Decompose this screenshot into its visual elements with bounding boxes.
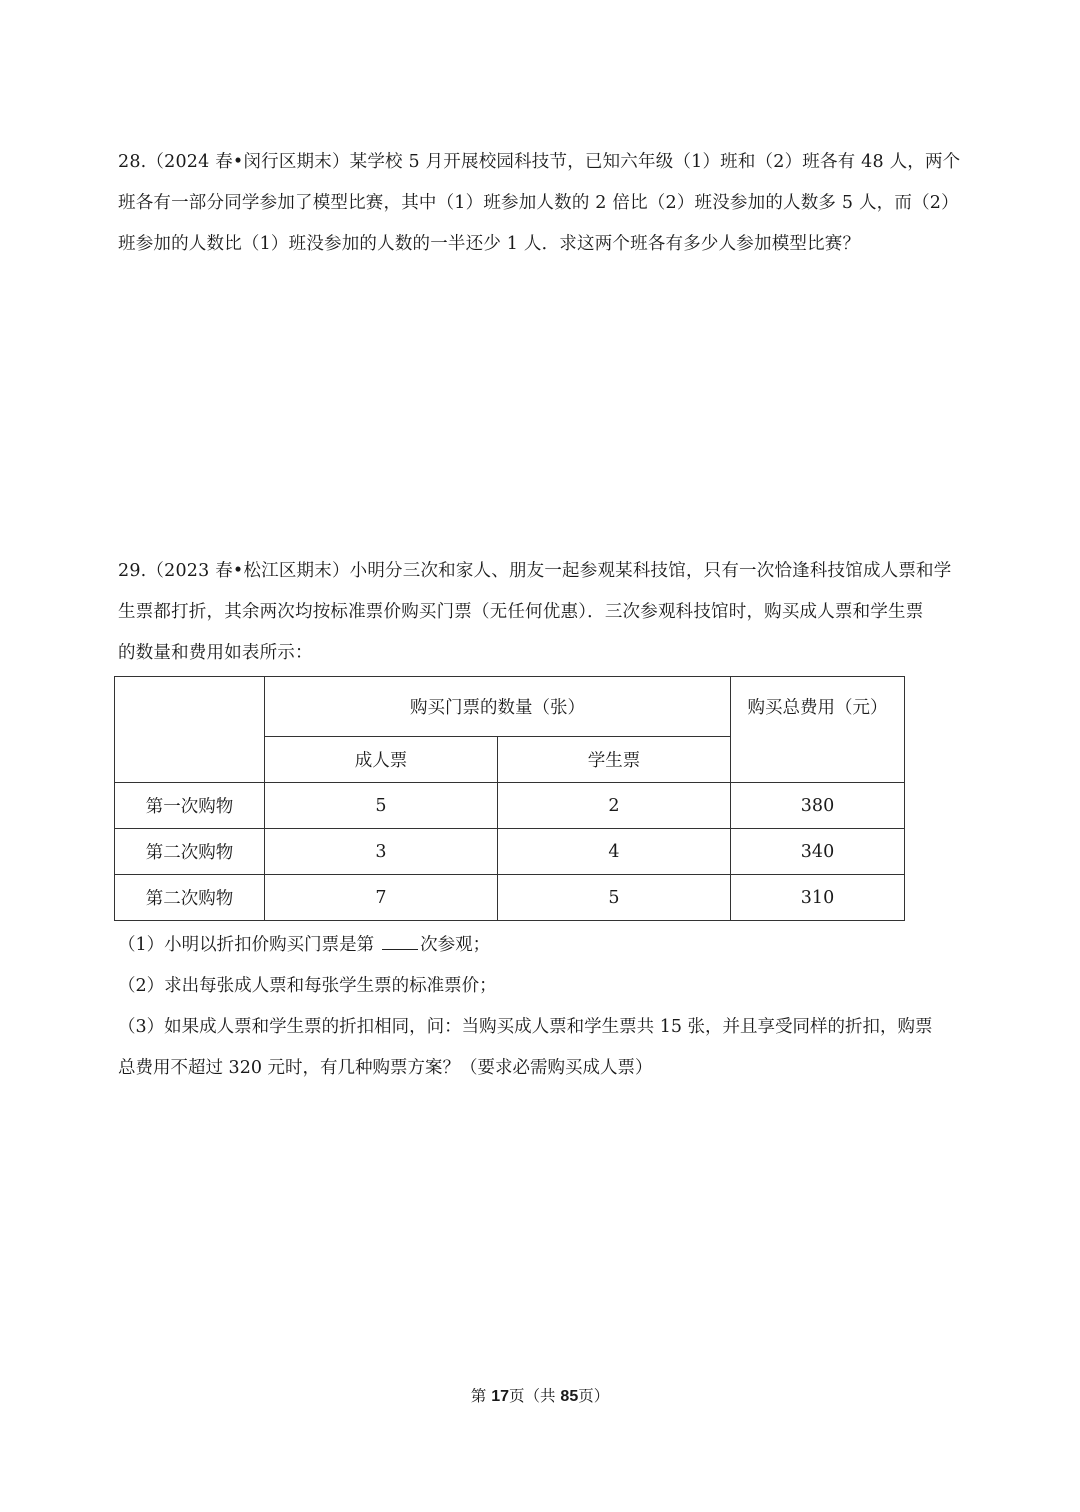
answer-blank[interactable] xyxy=(382,931,418,950)
student-count: 5 xyxy=(498,875,731,921)
student-count: 2 xyxy=(498,783,731,829)
question-28-line-3: 班参加的人数比（1）班没参加的人数的一半还少 1 人．求这两个班各有多少人参加模型比赛？ xyxy=(118,234,861,254)
subquestion-1-text-after: 次参观； xyxy=(420,935,491,955)
total-cost: 380 xyxy=(731,783,905,829)
table-row xyxy=(115,829,905,875)
student-count: 4 xyxy=(498,829,731,875)
row-label: 第一次购物 xyxy=(115,783,265,829)
subquestion-2-text: （2）求出每张成人票和每张学生票的标准票价； xyxy=(118,976,497,996)
question-28-line-1: 28.（2024 春•闵行区期末）某学校 5 月开展校园科技节，已知六年级（1）班和（2）班各有 48 人，两个 xyxy=(118,152,961,172)
footer-prefix: 第 xyxy=(470,1387,492,1405)
question-29-line-1: 29.（2023 春•松江区期末）小明分三次和家人、朋友一起参观某科技馆，只有一次恰逢科技馆成人票和学 xyxy=(118,561,952,581)
adult-count: 5 xyxy=(265,783,498,829)
adult-count: 3 xyxy=(265,829,498,875)
subquestion-2 xyxy=(118,966,966,1007)
footer-middle: 页（共 xyxy=(508,1387,561,1405)
page-footer xyxy=(0,1384,1080,1406)
subquestion-3 xyxy=(118,1007,966,1089)
header-quantity: 购买门票的数量（张） xyxy=(265,677,731,737)
ticket-table xyxy=(114,676,905,921)
table-corner-cell xyxy=(115,677,265,783)
row-label: 第二次购物 xyxy=(115,875,265,921)
subheader-student-ticket: 学生票 xyxy=(498,737,731,783)
total-cost: 310 xyxy=(731,875,905,921)
subquestion-3-line-2: 总费用不超过 320 元时，有几种购票方案？（要求必需购买成人票） xyxy=(118,1058,653,1078)
subquestion-1-text-before: （1）小明以折扣价购买门票是第 xyxy=(118,935,375,955)
row-label: 第二次购物 xyxy=(115,829,265,875)
subquestion-3-line-1: （3）如果成人票和学生票的折扣相同，问：当购买成人票和学生票共 15 张，并且享受同样的折扣，购票 xyxy=(118,1017,933,1037)
subheader-adult-ticket: 成人票 xyxy=(265,737,498,783)
question-29-line-2: 生票都打折，其余两次均按标准票价购买门票（无任何优惠）．三次参观科技馆时，购买成人票和学生票 xyxy=(118,602,924,622)
footer-total-pages: 85 xyxy=(560,1388,579,1405)
footer-suffix: 页） xyxy=(578,1387,610,1405)
footer-page-number: 17 xyxy=(491,1388,509,1405)
adult-count: 7 xyxy=(265,875,498,921)
table-row xyxy=(115,783,905,829)
header-total-cost: 购买总费用（元） xyxy=(731,677,905,783)
table-header-row xyxy=(115,677,905,737)
total-cost: 340 xyxy=(731,829,905,875)
question-28-line-2: 班各有一部分同学参加了模型比赛，其中（1）班参加人数的 2 倍比（2）班没参加的人数多 5 人，而（2） xyxy=(118,193,959,213)
subquestion-1 xyxy=(118,925,966,966)
question-29 xyxy=(118,551,966,674)
question-29-line-3: 的数量和费用如表所示： xyxy=(118,643,313,663)
table-row xyxy=(115,875,905,921)
question-28 xyxy=(118,142,966,265)
